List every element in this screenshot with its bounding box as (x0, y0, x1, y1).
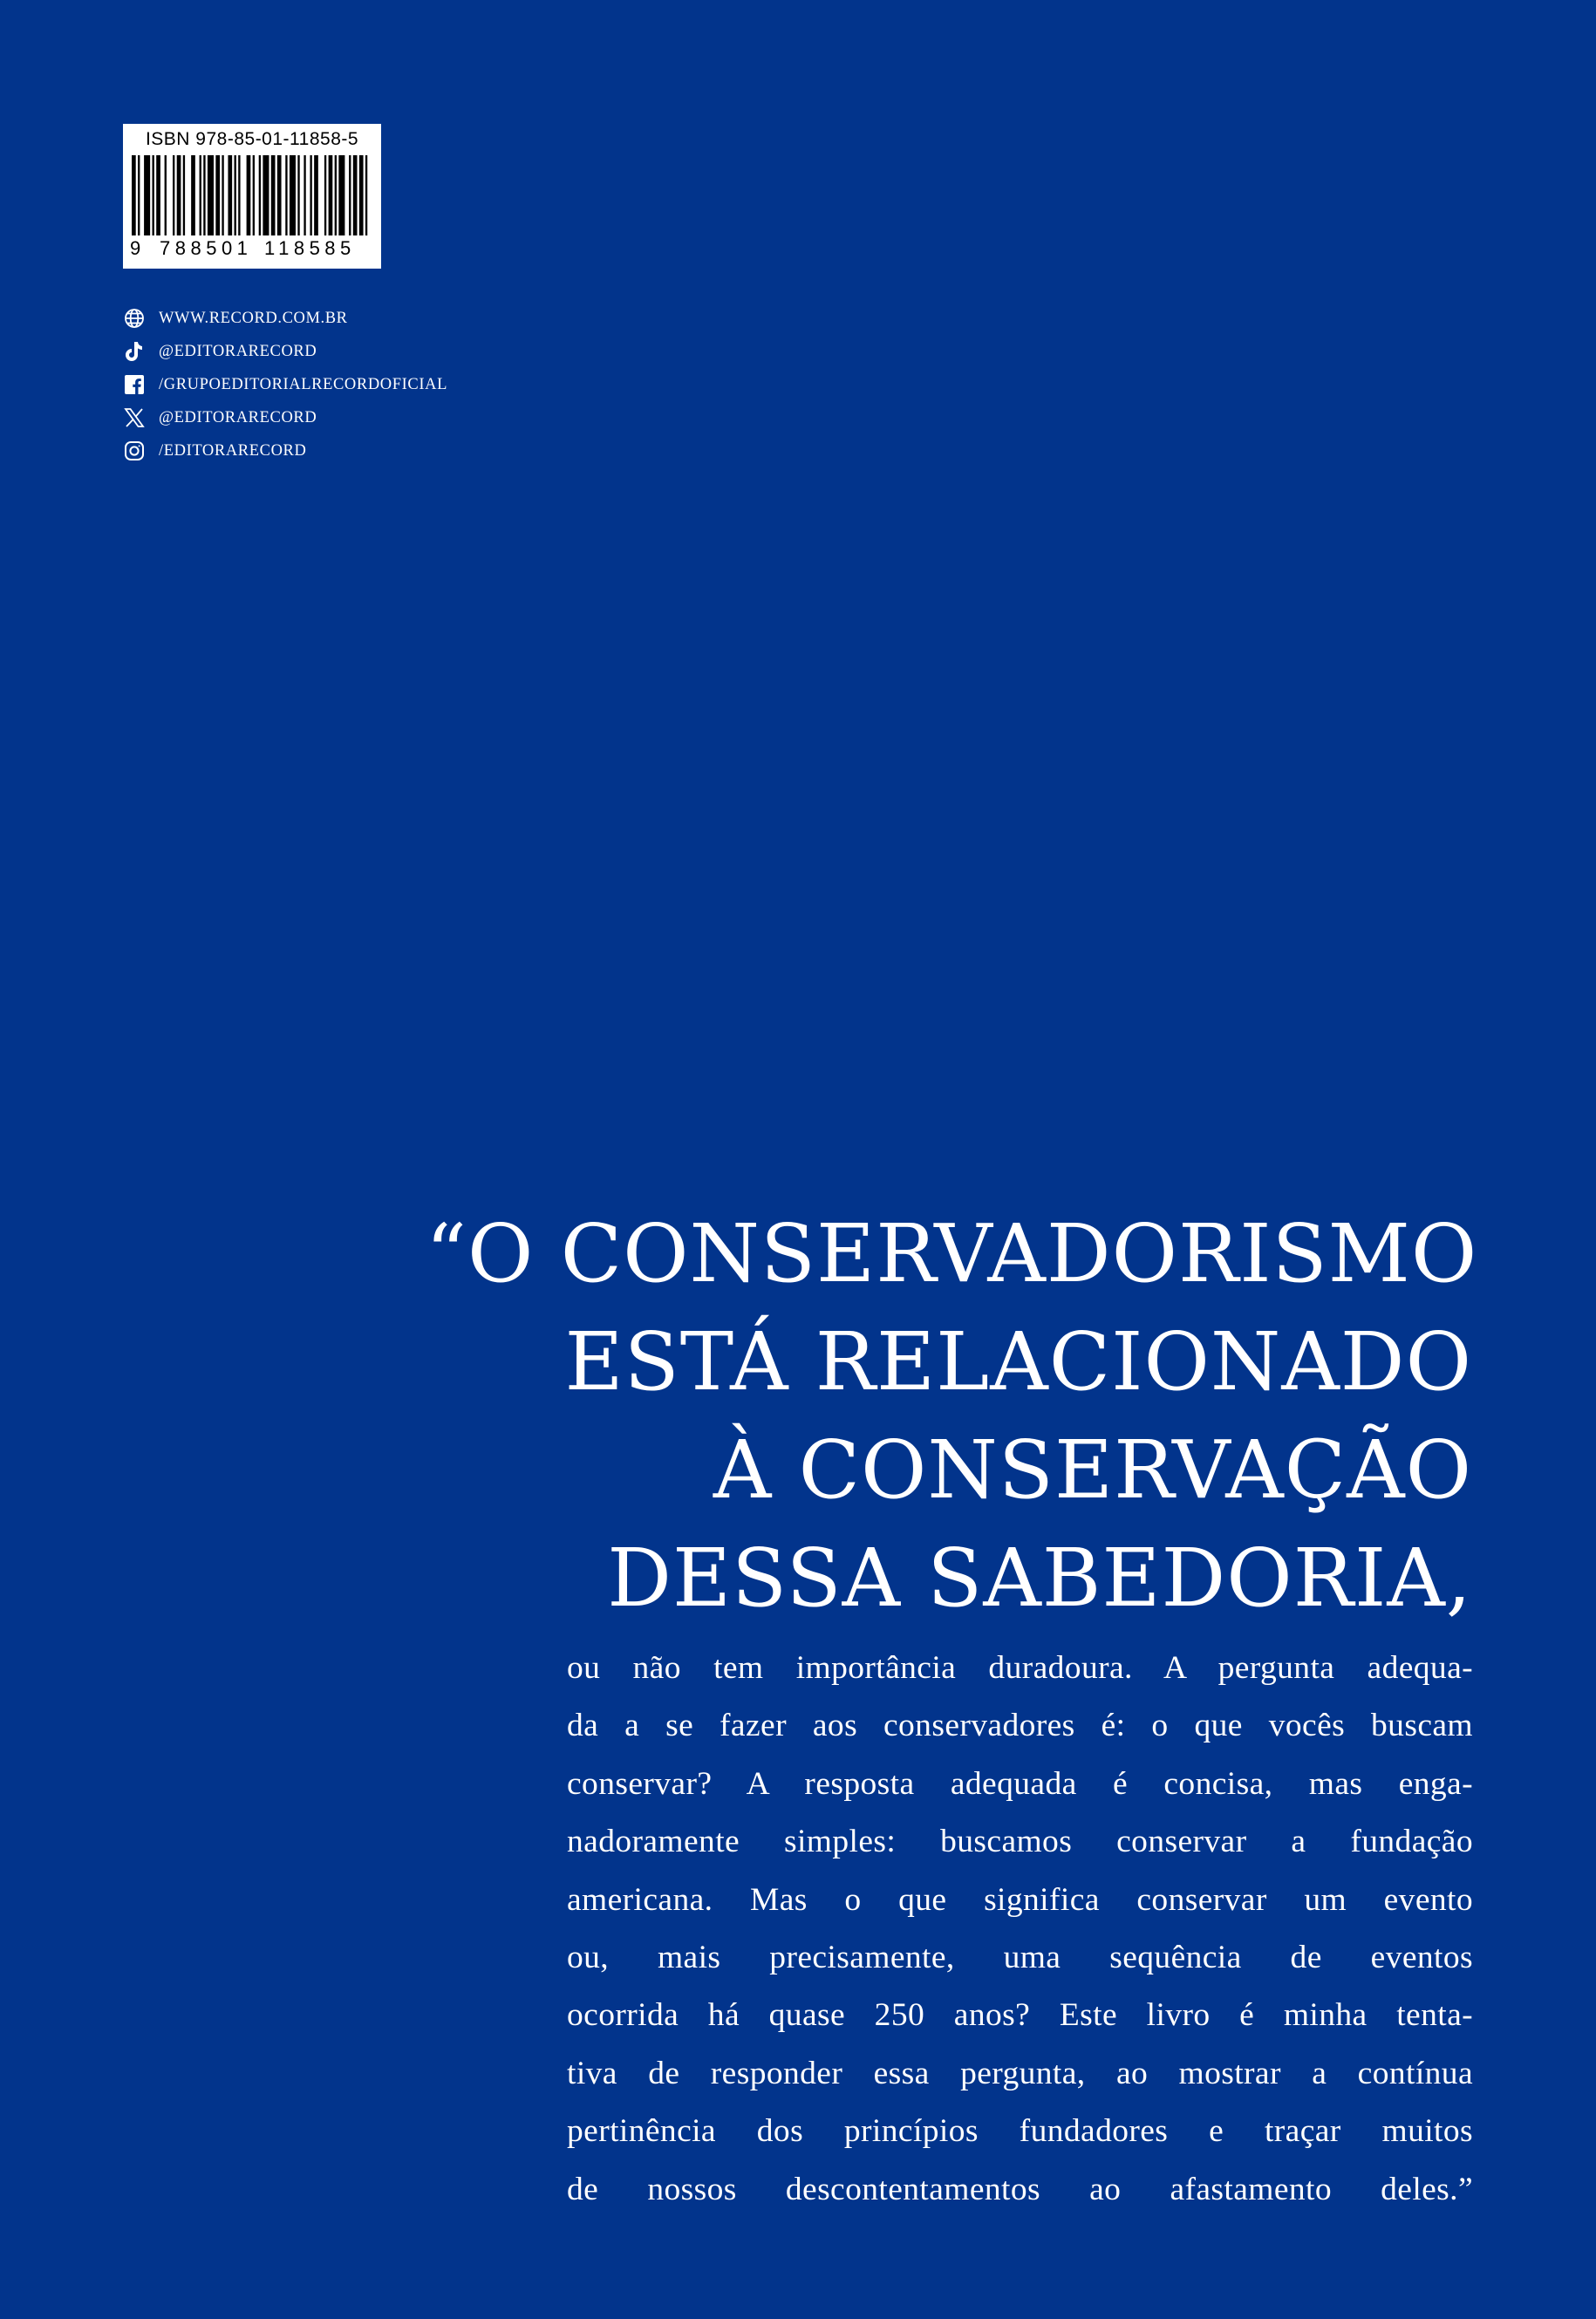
isbn-label: ISBN 978-85-01-11858-5 (145, 129, 359, 149)
body-line: pertinência dos princípios fundadores e traçar muitos (567, 2113, 1473, 2150)
body-line: nadoramente simples: buscamos conservar a fundação (567, 1824, 1473, 1860)
headline-line: ESTÁ RELACIONADO (564, 1315, 1472, 1408)
headline-line: À CONSERVAÇÃO (713, 1423, 1472, 1517)
quote-body (567, 1640, 1473, 2219)
x-icon (123, 406, 146, 429)
barcode-digit-group-left: 788501 (160, 237, 253, 259)
headline-line: DESSA SABEDORIA, (607, 1531, 1472, 1625)
barcode-digit-group-right: 118585 (264, 237, 356, 259)
contact-tiktok[interactable] (123, 335, 447, 368)
contact-website-label: WWW.RECORD.COM.BR (159, 309, 348, 327)
headline-quote (426, 1200, 1478, 1633)
body-line: ocorrida há quase 250 anos? Este livro é minha tenta- (567, 1997, 1473, 2034)
contact-facebook[interactable] (123, 368, 447, 401)
contact-x[interactable] (123, 401, 447, 434)
contact-list (123, 302, 447, 467)
body-line: conservar? A resposta adequada é concisa, mas enga- (567, 1765, 1473, 1802)
barcode-digit-lead: 9 (130, 237, 141, 259)
barcode-bars (132, 155, 372, 235)
tiktok-icon (123, 340, 146, 363)
facebook-icon (123, 373, 146, 396)
instagram-icon (123, 440, 146, 462)
contact-website[interactable] (123, 302, 447, 335)
contact-instagram[interactable] (123, 434, 447, 467)
headline-line: “O CONSERVADORISMO (426, 1207, 1478, 1300)
body-line: da a se fazer aos conservadores é: o que vocês buscam (567, 1708, 1473, 1744)
body-line: tiva de responder essa pergunta, ao mostrar a contínua (567, 2055, 1473, 2091)
body-line: ou não tem importância duradoura. A pergunta adequa- (567, 1650, 1473, 1686)
globe-icon (123, 307, 146, 330)
body-line: de nossos descontentamentos ao afastamento deles.” (567, 2171, 1473, 2207)
isbn-barcode (123, 124, 381, 269)
contact-tiktok-label: @EDITORARECORD (159, 342, 317, 360)
contact-facebook-label: /GRUPOEDITORIALRECORDOFICIAL (159, 375, 447, 393)
contact-instagram-label: /EDITORARECORD (159, 441, 307, 460)
body-line: americana. Mas o que significa conservar um evento (567, 1881, 1473, 1918)
body-line: ou, mais precisamente, uma sequência de eventos (567, 1940, 1473, 1976)
contact-x-label: @EDITORARECORD (159, 408, 317, 426)
